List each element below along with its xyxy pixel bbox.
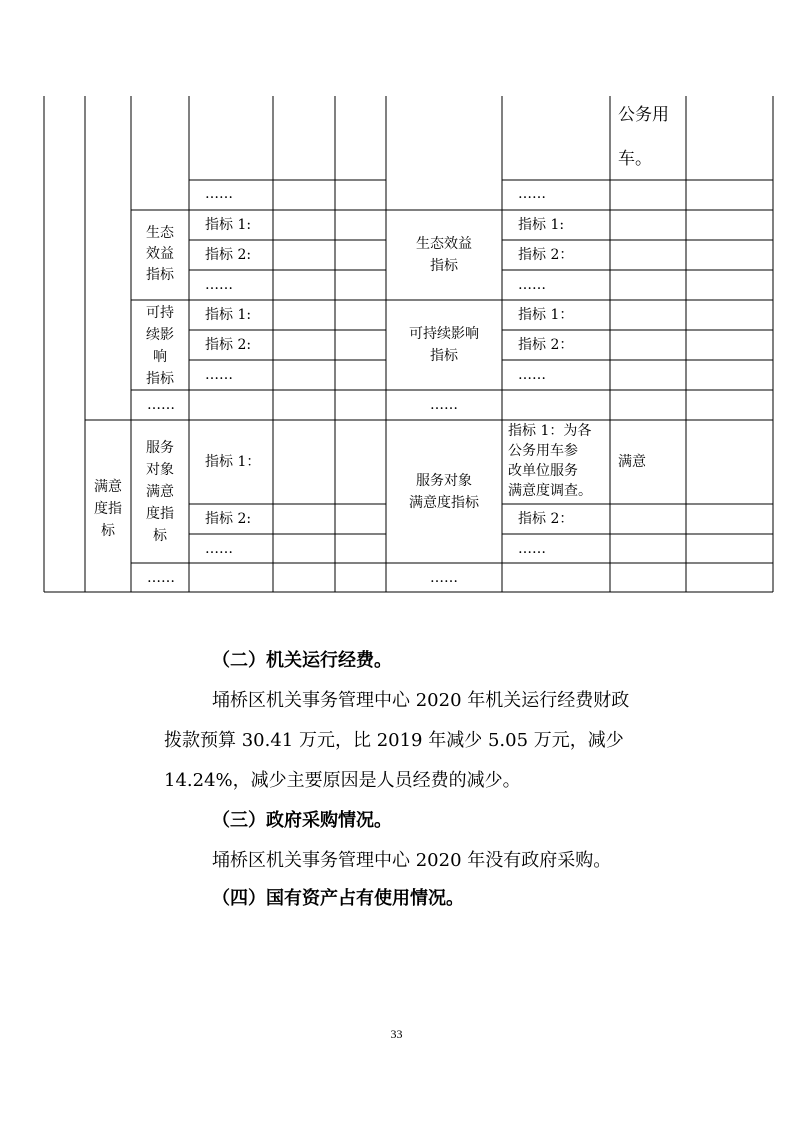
indicator-2-label: 指标 2： [518, 247, 574, 263]
cell-ellipsis: …… [518, 186, 546, 202]
paragraph-3-line-1: 埇桥区机关事务管理中心 2020 年没有政府采购。 [212, 850, 612, 871]
indicator-2-label: 指标 2: [205, 511, 252, 527]
sustain-label-right: 可持续影响 指标 [409, 326, 479, 364]
indicator-1-label: 指标 1： [205, 454, 261, 470]
cell-top-text-cont: 车。 [618, 149, 652, 169]
satisfaction-value: 满意 [618, 454, 646, 470]
indicator-1-label: 指标 1: [205, 217, 252, 233]
cell-ellipsis: …… [518, 367, 546, 383]
cell-ellipsis: …… [205, 367, 233, 383]
satisfaction-indicator-1: 指标 1：为各 公务用车参 改单位服务 满意度调查。 [508, 423, 592, 499]
paragraph-2-line-2: 拨款预算 30.41 万元，比 2019 年减少 5.05 万元，减少 [164, 730, 624, 751]
indicator-1-label: 指标 1： [518, 307, 574, 323]
page-number: 33 [390, 1027, 403, 1041]
section-heading-2: （二）机关运行经费。 [212, 650, 392, 671]
cell-ellipsis: …… [518, 541, 546, 557]
indicator-2-label: 指标 2： [518, 337, 574, 353]
eco-label-right: 生态效益 指标 [416, 236, 472, 274]
sustain-label-left: 可持 续影 响 指标 [146, 305, 174, 387]
cell-ellipsis: …… [430, 570, 458, 586]
indicator-2-label: 指标 2: [205, 337, 252, 353]
satisfaction-inner-label: 服务 对象 满意 度指 标 [146, 440, 174, 544]
section-heading-3: （三）政府采购情况。 [212, 810, 392, 831]
cell-ellipsis: …… [205, 277, 233, 293]
eco-label-left: 生态 效益 指标 [146, 225, 174, 283]
cell-ellipsis: …… [205, 186, 233, 202]
satisfaction-right-label: 服务对象 满意度指标 [409, 473, 479, 511]
indicator-2-label: 指标 2： [518, 511, 574, 527]
indicator-1-label: 指标 1: [205, 307, 252, 323]
cell-top-text: 公务用 [618, 105, 669, 125]
cell-ellipsis: …… [147, 570, 175, 586]
cell-ellipsis: …… [205, 541, 233, 557]
satisfaction-outer-label: 满意 度指 标 [94, 479, 122, 539]
indicator-1-label: 指标 1: [518, 217, 565, 233]
paragraph-2-line-1: 埇桥区机关事务管理中心 2020 年机关运行经费财政 [212, 690, 630, 711]
section-heading-4: （四）国有资产占有使用情况。 [212, 888, 464, 909]
indicator-2-label: 指标 2: [205, 247, 252, 263]
cell-ellipsis: …… [518, 277, 546, 293]
paragraph-2-line-3: 14.24%，减少主要原因是人员经费的减少。 [164, 770, 521, 791]
cell-ellipsis: …… [430, 397, 458, 413]
cell-ellipsis: …… [147, 397, 175, 413]
